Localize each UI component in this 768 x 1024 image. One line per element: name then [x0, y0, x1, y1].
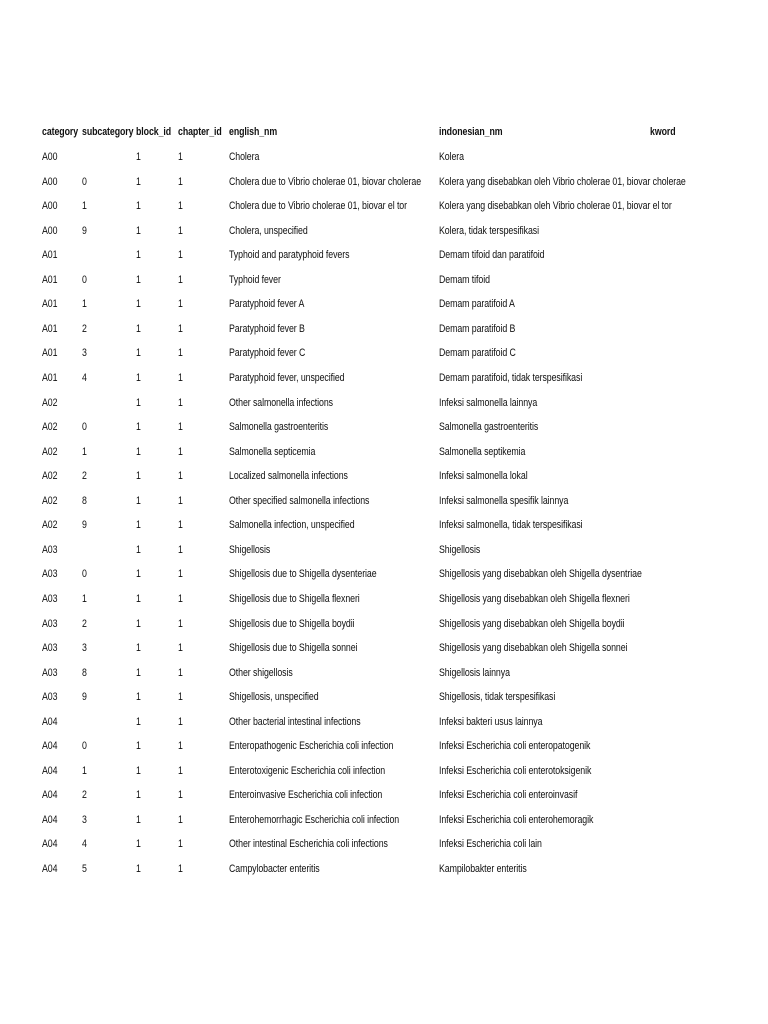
cell-block-id: 1 [136, 175, 141, 188]
cell-english-nm: Cholera due to Vibrio cholerae 01, biovar cholerae [229, 175, 422, 188]
table-row [0, 813, 768, 837]
cell-subcategory: 4 [82, 838, 87, 851]
cell-block-id: 1 [136, 347, 141, 360]
table-row [0, 224, 768, 248]
cell-subcategory: 9 [82, 224, 87, 237]
cell-english-nm: Paratyphoid fever, unspecified [229, 372, 345, 384]
table-row [0, 567, 768, 591]
cell-subcategory: 4 [82, 372, 87, 384]
cell-category: A04 [42, 740, 58, 753]
cell-subcategory: 2 [82, 617, 87, 630]
cell-category: A01 [42, 273, 58, 286]
cell-english-nm: Enteroinvasive Escherichia coli infection [229, 789, 383, 802]
cell-category: A02 [42, 494, 58, 507]
cell-chapter-id: 1 [178, 543, 183, 556]
cell-chapter-id: 1 [178, 396, 183, 409]
cell-block-id: 1 [136, 863, 141, 875]
cell-chapter-id: 1 [178, 322, 183, 335]
cell-block-id: 1 [136, 838, 141, 851]
cell-english-nm: Cholera, unspecified [229, 224, 308, 237]
cell-english-nm: Shigellosis due to Shigella flexneri [229, 592, 360, 605]
cell-subcategory: 8 [82, 666, 87, 679]
cell-english-nm: Campylobacter enteritis [229, 863, 320, 875]
cell-english-nm: Cholera due to Vibrio cholerae 01, biovar el tor [229, 200, 407, 213]
cell-category: A01 [42, 372, 58, 384]
cell-english-nm: Other specified salmonella infections [229, 494, 370, 507]
cell-subcategory: 0 [82, 175, 87, 188]
cell-indonesian-nm: Kolera yang disebabkan oleh Vibrio cholerae 01, biovar cholerae [439, 175, 686, 188]
cell-category: A00 [42, 224, 58, 237]
cell-block-id: 1 [136, 298, 141, 311]
cell-chapter-id: 1 [178, 740, 183, 753]
cell-block-id: 1 [136, 322, 141, 335]
cell-category: A01 [42, 322, 58, 335]
cell-english-nm: Cholera [229, 151, 260, 163]
cell-chapter-id: 1 [178, 494, 183, 507]
cell-chapter-id: 1 [178, 764, 183, 777]
cell-category: A02 [42, 445, 58, 458]
cell-block-id: 1 [136, 666, 141, 679]
cell-chapter-id: 1 [178, 666, 183, 679]
cell-block-id: 1 [136, 519, 141, 532]
cell-english-nm: Other shigellosis [229, 666, 293, 679]
cell-block-id: 1 [136, 470, 141, 483]
cell-english-nm: Typhoid and paratyphoid fevers [229, 249, 350, 262]
cell-english-nm: Shigellosis due to Shigella sonnei [229, 642, 358, 654]
header-indonesian-nm: indonesian_nm [439, 126, 503, 138]
cell-category: A04 [42, 813, 58, 826]
cell-english-nm: Paratyphoid fever B [229, 322, 305, 335]
cell-english-nm: Enteropathogenic Escherichia coli infection [229, 740, 394, 753]
cell-subcategory: 8 [82, 494, 87, 507]
cell-indonesian-nm: Kampilobakter enteritis [439, 863, 527, 875]
cell-subcategory: 3 [82, 642, 87, 654]
cell-block-id: 1 [136, 372, 141, 384]
cell-block-id: 1 [136, 592, 141, 605]
cell-chapter-id: 1 [178, 224, 183, 237]
cell-block-id: 1 [136, 568, 141, 581]
cell-english-nm: Salmonella infection, unspecified [229, 519, 355, 532]
cell-category: A01 [42, 298, 58, 311]
table-row [0, 690, 768, 714]
cell-indonesian-nm: Infeksi bakteri usus lainnya [439, 715, 543, 728]
cell-block-id: 1 [136, 445, 141, 458]
header-english-nm: english_nm [229, 126, 278, 138]
cell-category: A03 [42, 568, 58, 581]
cell-chapter-id: 1 [178, 715, 183, 728]
cell-subcategory: 0 [82, 421, 87, 434]
cell-category: A04 [42, 764, 58, 777]
table-row [0, 764, 768, 788]
cell-chapter-id: 1 [178, 617, 183, 630]
header-category: category [42, 126, 79, 138]
cell-category: A00 [42, 200, 58, 213]
cell-subcategory: 3 [82, 813, 87, 826]
cell-block-id: 1 [136, 224, 141, 237]
table-row [0, 518, 768, 542]
table-row [0, 371, 768, 395]
cell-english-nm: Shigellosis [229, 543, 271, 556]
cell-block-id: 1 [136, 642, 141, 654]
cell-subcategory: 0 [82, 273, 87, 286]
cell-indonesian-nm: Infeksi Escherichia coli enteroinvasif [439, 789, 578, 802]
table-row [0, 175, 768, 199]
cell-category: A00 [42, 151, 58, 163]
header-subcategory: subcategory [82, 126, 134, 138]
cell-indonesian-nm: Shigellosis yang disebabkan oleh Shigella dysentriae [439, 568, 642, 581]
cell-indonesian-nm: Infeksi Escherichia coli enterohemoragik [439, 813, 594, 826]
cell-indonesian-nm: Salmonella gastroenteritis [439, 421, 539, 434]
cell-chapter-id: 1 [178, 175, 183, 188]
cell-indonesian-nm: Infeksi Escherichia coli lain [439, 838, 542, 851]
cell-block-id: 1 [136, 273, 141, 286]
cell-indonesian-nm: Infeksi salmonella lainnya [439, 396, 538, 409]
cell-english-nm: Localized salmonella infections [229, 470, 348, 483]
cell-subcategory: 1 [82, 200, 87, 213]
cell-block-id: 1 [136, 691, 141, 704]
table-header-row [0, 125, 768, 149]
table-row [0, 420, 768, 444]
cell-chapter-id: 1 [178, 863, 183, 875]
cell-indonesian-nm: Infeksi salmonella lokal [439, 470, 528, 483]
cell-category: A03 [42, 592, 58, 605]
cell-chapter-id: 1 [178, 421, 183, 434]
cell-category: A02 [42, 421, 58, 434]
cell-chapter-id: 1 [178, 151, 183, 163]
cell-subcategory: 2 [82, 322, 87, 335]
cell-category: A04 [42, 838, 58, 851]
table-row [0, 592, 768, 616]
cell-indonesian-nm: Shigellosis, tidak terspesifikasi [439, 691, 556, 704]
cell-english-nm: Salmonella gastroenteritis [229, 421, 329, 434]
cell-indonesian-nm: Demam paratifoid A [439, 298, 515, 311]
cell-block-id: 1 [136, 813, 141, 826]
cell-indonesian-nm: Demam paratifoid, tidak terspesifikasi [439, 372, 583, 384]
cell-subcategory: 1 [82, 592, 87, 605]
cell-block-id: 1 [136, 151, 141, 163]
cell-english-nm: Other bacterial intestinal infections [229, 715, 361, 728]
cell-subcategory: 0 [82, 740, 87, 753]
cell-chapter-id: 1 [178, 691, 183, 704]
cell-chapter-id: 1 [178, 568, 183, 581]
cell-subcategory: 1 [82, 764, 87, 777]
cell-english-nm: Enterohemorrhagic Escherichia coli infection [229, 813, 400, 826]
cell-block-id: 1 [136, 617, 141, 630]
table-row [0, 666, 768, 690]
table-row [0, 641, 768, 665]
table-row [0, 469, 768, 493]
cell-english-nm: Shigellosis due to Shigella boydii [229, 617, 355, 630]
cell-subcategory: 2 [82, 470, 87, 483]
cell-subcategory: 9 [82, 519, 87, 532]
cell-category: A01 [42, 249, 58, 262]
table-row [0, 617, 768, 641]
cell-indonesian-nm: Shigellosis yang disebabkan oleh Shigella boydii [439, 617, 625, 630]
cell-indonesian-nm: Shigellosis lainnya [439, 666, 510, 679]
cell-category: A04 [42, 789, 58, 802]
table-row [0, 322, 768, 346]
cell-chapter-id: 1 [178, 519, 183, 532]
cell-block-id: 1 [136, 249, 141, 262]
table-row [0, 396, 768, 420]
cell-category: A04 [42, 863, 58, 875]
table-row [0, 346, 768, 370]
cell-indonesian-nm: Shigellosis [439, 543, 481, 556]
cell-indonesian-nm: Kolera yang disebabkan oleh Vibrio cholerae 01, biovar el tor [439, 200, 672, 213]
cell-block-id: 1 [136, 421, 141, 434]
cell-block-id: 1 [136, 543, 141, 556]
cell-category: A03 [42, 691, 58, 704]
table-row [0, 715, 768, 739]
cell-block-id: 1 [136, 740, 141, 753]
cell-english-nm: Paratyphoid fever C [229, 347, 306, 360]
cell-chapter-id: 1 [178, 813, 183, 826]
table-row [0, 837, 768, 861]
table-row [0, 862, 768, 886]
cell-category: A03 [42, 617, 58, 630]
header-block-id: block_id [136, 126, 172, 138]
cell-chapter-id: 1 [178, 372, 183, 384]
cell-indonesian-nm: Kolera [439, 151, 464, 163]
cell-block-id: 1 [136, 715, 141, 728]
cell-indonesian-nm: Demam tifoid dan paratifoid [439, 249, 545, 262]
cell-category: A04 [42, 715, 58, 728]
cell-subcategory: 2 [82, 789, 87, 802]
cell-indonesian-nm: Demam paratifoid C [439, 347, 516, 360]
cell-english-nm: Typhoid fever [229, 273, 281, 286]
cell-subcategory: 3 [82, 347, 87, 360]
header-kword: kword [650, 126, 676, 138]
table-row [0, 273, 768, 297]
cell-indonesian-nm: Infeksi salmonella spesifik lainnya [439, 494, 569, 507]
cell-indonesian-nm: Salmonella septikemia [439, 445, 526, 458]
cell-english-nm: Other salmonella infections [229, 396, 333, 409]
cell-indonesian-nm: Infeksi Escherichia coli enteropatogenik [439, 740, 591, 753]
cell-category: A03 [42, 666, 58, 679]
cell-chapter-id: 1 [178, 347, 183, 360]
cell-category: A03 [42, 543, 58, 556]
cell-english-nm: Salmonella septicemia [229, 445, 316, 458]
cell-indonesian-nm: Demam paratifoid B [439, 322, 516, 335]
cell-chapter-id: 1 [178, 838, 183, 851]
cell-subcategory: 5 [82, 863, 87, 875]
cell-subcategory: 1 [82, 445, 87, 458]
cell-indonesian-nm: Shigellosis yang disebabkan oleh Shigella sonnei [439, 642, 628, 654]
table-row [0, 150, 768, 174]
cell-indonesian-nm: Kolera, tidak terspesifikasi [439, 224, 539, 237]
table-row [0, 788, 768, 812]
cell-chapter-id: 1 [178, 273, 183, 286]
cell-chapter-id: 1 [178, 298, 183, 311]
cell-english-nm: Paratyphoid fever A [229, 298, 305, 311]
table-row [0, 543, 768, 567]
cell-block-id: 1 [136, 200, 141, 213]
cell-chapter-id: 1 [178, 789, 183, 802]
table-row [0, 494, 768, 518]
cell-block-id: 1 [136, 494, 141, 507]
table-row [0, 248, 768, 272]
cell-subcategory: 9 [82, 691, 87, 704]
cell-indonesian-nm: Infeksi salmonella, tidak terspesifikasi [439, 519, 583, 532]
cell-subcategory: 0 [82, 568, 87, 581]
cell-chapter-id: 1 [178, 445, 183, 458]
cell-english-nm: Shigellosis, unspecified [229, 691, 319, 704]
cell-category: A02 [42, 470, 58, 483]
cell-chapter-id: 1 [178, 642, 183, 654]
cell-block-id: 1 [136, 789, 141, 802]
cell-indonesian-nm: Infeksi Escherichia coli enterotoksigenik [439, 764, 592, 777]
cell-indonesian-nm: Shigellosis yang disebabkan oleh Shigella flexneri [439, 592, 630, 605]
cell-english-nm: Enterotoxigenic Escherichia coli infection [229, 764, 386, 777]
table-row [0, 297, 768, 321]
cell-category: A01 [42, 347, 58, 360]
cell-category: A00 [42, 175, 58, 188]
cell-category: A02 [42, 396, 58, 409]
cell-english-nm: Shigellosis due to Shigella dysenteriae [229, 568, 377, 581]
cell-indonesian-nm: Demam tifoid [439, 273, 490, 286]
table-row [0, 199, 768, 223]
cell-english-nm: Other intestinal Escherichia coli infections [229, 838, 388, 851]
cell-subcategory: 1 [82, 298, 87, 311]
header-chapter-id: chapter_id [178, 126, 222, 138]
cell-category: A02 [42, 519, 58, 532]
table-row [0, 445, 768, 469]
cell-category: A03 [42, 642, 58, 654]
cell-block-id: 1 [136, 764, 141, 777]
cell-chapter-id: 1 [178, 249, 183, 262]
table-row [0, 739, 768, 763]
cell-chapter-id: 1 [178, 470, 183, 483]
cell-chapter-id: 1 [178, 592, 183, 605]
cell-chapter-id: 1 [178, 200, 183, 213]
cell-block-id: 1 [136, 396, 141, 409]
